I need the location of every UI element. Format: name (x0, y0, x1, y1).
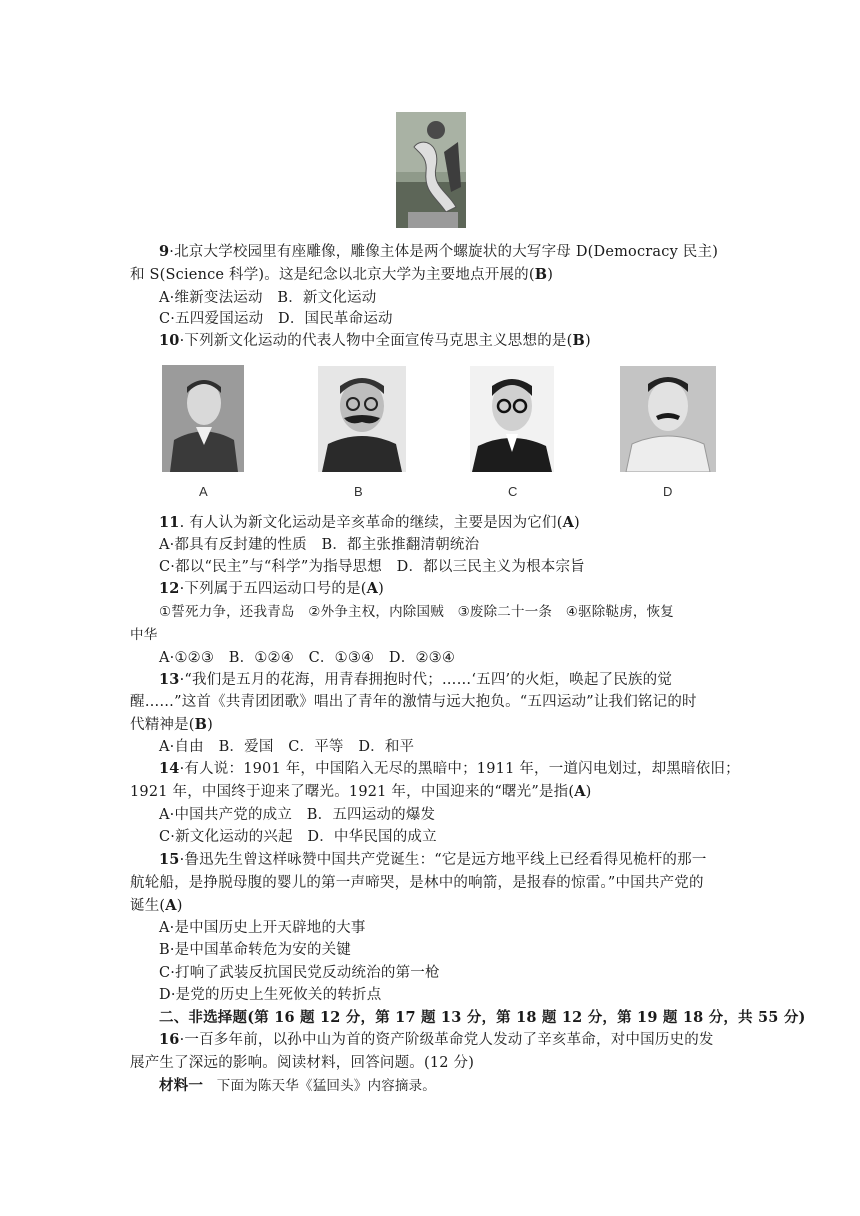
portrait-b-photo (318, 366, 406, 472)
q13-line2: 醒……”这首《共青团团歌》唱出了青年的激情与远大抱负。“五四运动”让我们铭记的时 (130, 694, 697, 710)
q13-text-line3: 代精神是( (130, 717, 195, 733)
q14-line1 (159, 759, 740, 779)
q12-text: ·下列属于五四运动口号的是( (179, 581, 367, 597)
q11-close-paren: ) (574, 515, 580, 531)
q16-material (159, 1076, 436, 1096)
q16-line1 (159, 1030, 714, 1050)
q14-line2 (130, 782, 592, 802)
q15-text-line3: 诞生( (130, 898, 166, 914)
q12-slogans-line1: ①誓死力争，还我青岛 ②外争主权，内除国贼 ③废除二十一条 ④驱除鞑虏，恢复 (159, 604, 675, 620)
q14-options-row1: A·中国共产党的成立 B．五四运动的爆发 (159, 807, 436, 823)
q14-answer: A (574, 783, 586, 800)
sculpture-photo (396, 112, 466, 228)
portrait-d-photo (620, 366, 716, 472)
q13-line3 (130, 715, 213, 735)
q14-close-paren: ) (585, 784, 592, 800)
q16-material-label: 材料一 (159, 1077, 204, 1094)
q15-option-d: D·是党的历史上生死攸关的转折点 (159, 987, 382, 1003)
q13-answer: B (194, 716, 208, 733)
q15-option-b: B·是中国革命转危为安的关键 (159, 942, 352, 958)
q11-line (159, 513, 580, 533)
q12-answer: A (366, 580, 379, 597)
q16-line2: 展产生了深远的影响。阅读材料，回答问题。(12 分) (130, 1055, 475, 1071)
q15-option-c: C·打响了武装反抗国民党反动统治的第一枪 (159, 965, 440, 981)
q10-text: ·下列新文化运动的代表人物中全面宣传马克思主义思想的是( (179, 333, 573, 349)
q15-line1 (159, 850, 707, 870)
q14-text-line1: ·有人说：1901 年，中国陷入无尽的黑暗中；1911 年，一道闪电划过，却黑暗依旧； (179, 761, 740, 777)
portrait-c-photo (470, 366, 554, 472)
q10-answer: B (572, 332, 585, 349)
q12-close-paren: ) (378, 581, 384, 597)
q13-close-paren: ) (207, 717, 213, 733)
q12-line (159, 579, 384, 599)
portrait-d-label: D (663, 484, 673, 499)
q9-text-line1: ·北京大学校园里有座雕像，雕像主体是两个螺旋状的大写字母 D(Democracy 民主) (169, 244, 719, 260)
q10-close-paren: ) (584, 333, 591, 349)
portrait-a-label: A (199, 484, 208, 499)
q16-material-text: 下面为陈天华《猛回头》内容摘录。 (203, 1078, 437, 1094)
q9-options-row1: A·维新变法运动 B．新文化运动 (159, 290, 377, 306)
q15-line3 (130, 896, 183, 916)
q13-number: 13 (159, 671, 180, 688)
q10-number: 10 (159, 332, 180, 349)
q15-close-paren: ) (176, 898, 183, 914)
q15-answer: A (165, 897, 177, 914)
q9-line1 (159, 242, 718, 262)
q11-text: . 有人认为新文化运动是辛亥革命的继续，主要是因为它们( (179, 515, 563, 531)
q11-answer: A (562, 514, 575, 531)
q12-number: 12 (159, 580, 180, 597)
q12-slogans-line2: 中华 (130, 627, 158, 643)
q13-options: A·自由 B．爱国 C．平等 D．和平 (159, 739, 415, 755)
q9-close-paren: ) (547, 267, 554, 283)
portrait-c-label: C (508, 484, 518, 499)
q15-text-line1: ·鲁迅先生曾这样咏赞中国共产党诞生：“它是远方地平线上已经看得见桅杆的那一 (179, 852, 707, 868)
q13-line1 (159, 670, 672, 690)
q14-options-row2: C·新文化运动的兴起 D．中华民国的成立 (159, 829, 437, 845)
q16-number: 16 (159, 1031, 180, 1048)
portrait-b-label: B (354, 484, 363, 499)
q10-line (159, 331, 591, 351)
q11-options-row2: C·都以“民主”与“科学”为指导思想 D．都以三民主义为根本宗旨 (159, 559, 585, 575)
q9-line2 (130, 265, 553, 285)
q11-number: 11 (159, 514, 180, 531)
q9-number: 9 (159, 243, 170, 260)
q13-text-line1: ·“我们是五月的花海，用青春拥抱时代；……‘五四’的火炬，唤起了民族的觉 (179, 672, 673, 688)
q14-number: 14 (159, 760, 180, 777)
q12-options: A·①②③ B．①②④ C．①③④ D．②③④ (159, 650, 456, 666)
q15-number: 15 (159, 851, 180, 868)
q9-options-row2: C·五四爱国运动 D．国民革命运动 (159, 311, 393, 327)
q15-line2: 航轮船，是挣脱母腹的婴儿的第一声啼哭，是林中的响箭，是报春的惊雷。”中国共产党的 (130, 875, 704, 891)
q14-text-line2: 1921 年，中国终于迎来了曙光。1921 年，中国迎来的“曙光”是指( (130, 784, 575, 800)
q11-options-row1: A·都具有反封建的性质 B．都主张推翻清朝统治 (159, 537, 480, 553)
section2-heading: 二、非选择题(第 16 题 12 分，第 17 题 13 分，第 18 题 12 分，第 19 题 18 分，共 55 分) (159, 1009, 806, 1026)
q9-text-line2: 和 S(Science 科学)。这是纪念以北京大学为主要地点开展的( (130, 267, 535, 283)
q16-text-line1: ·一百多年前，以孙中山为首的资产阶级革命党人发动了辛亥革命，对中国历史的发 (179, 1032, 714, 1048)
q9-answer: B (534, 266, 548, 283)
portrait-a-photo (162, 365, 244, 472)
q15-option-a: A·是中国历史上开天辟地的大事 (159, 920, 366, 936)
